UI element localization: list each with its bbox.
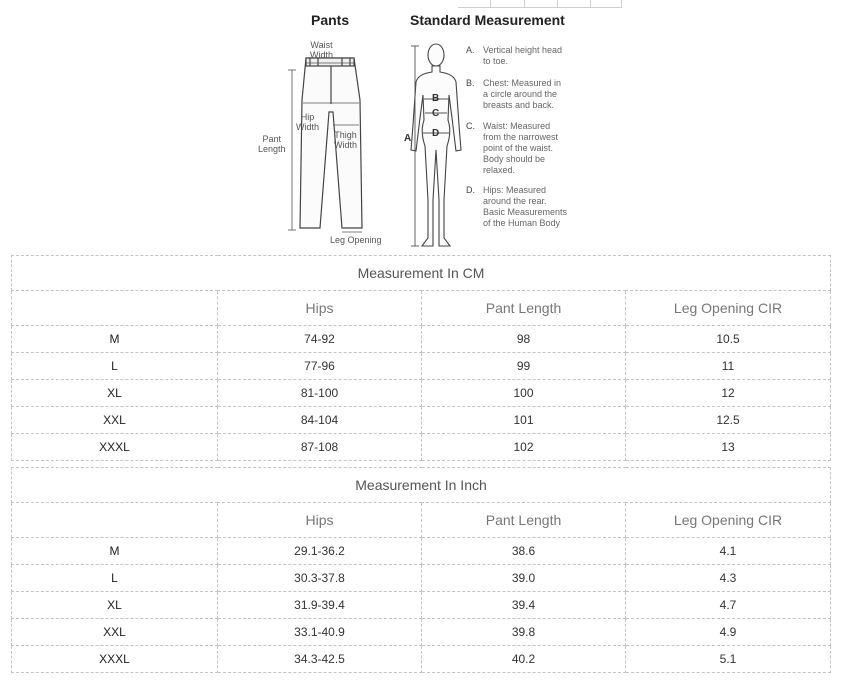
table-row <box>12 565 831 592</box>
leg-opening-cell: 11 <box>626 353 831 380</box>
marker-b: B <box>432 93 440 104</box>
hips-cell: 31.9-39.4 <box>218 592 422 619</box>
note-b <box>466 78 562 111</box>
header-cell: Pant Length <box>422 503 626 538</box>
table-row <box>12 353 831 380</box>
size-cell: L <box>12 353 218 380</box>
size-cell: M <box>12 538 218 565</box>
size-table-inch <box>11 467 831 673</box>
leg-opening-cell: 13 <box>626 434 831 461</box>
standard-measurement-title: Standard Measurement <box>410 12 565 28</box>
thigh-width-label: Thigh Width <box>334 130 358 150</box>
table-row <box>12 646 831 673</box>
leg-opening-cell: 4.7 <box>626 592 831 619</box>
leg-opening-cell: 4.9 <box>626 619 831 646</box>
header-cell <box>12 291 218 326</box>
header-cell: Pant Length <box>422 291 626 326</box>
hips-cell: 81-100 <box>218 380 422 407</box>
size-cell: XXXL <box>12 646 218 673</box>
header-grid-fragment <box>458 0 622 8</box>
note-c-text: Waist: Measured from the narrowest point of the waist. Body should be relaxed. <box>483 121 559 175</box>
table-header-row <box>12 503 831 538</box>
pant-length-label: Pant Length <box>258 134 286 154</box>
hips-cell: 84-104 <box>218 407 422 434</box>
size-table-cm <box>11 255 831 461</box>
leg-opening-cell: 4.3 <box>626 565 831 592</box>
size-cell: XXL <box>12 407 218 434</box>
hips-cell: 74-92 <box>218 326 422 353</box>
marker-a: A <box>404 133 412 144</box>
size-cell: XL <box>12 380 218 407</box>
note-c <box>466 121 559 176</box>
table-row <box>12 434 831 461</box>
waist-width-label: Waist Width <box>310 40 334 60</box>
size-cell: M <box>12 326 218 353</box>
header-cell: Hips <box>218 503 422 538</box>
table-row <box>12 326 831 353</box>
table-row <box>12 538 831 565</box>
header-cell <box>12 503 218 538</box>
table-row <box>12 380 831 407</box>
table-row <box>12 407 831 434</box>
leg-opening-cell: 12.5 <box>626 407 831 434</box>
human-figure-icon <box>411 44 461 246</box>
header-cell: Leg Opening CIR <box>626 503 831 538</box>
size-cell: L <box>12 565 218 592</box>
pants-title: Pants <box>311 12 350 28</box>
hips-cell: 34.3-42.5 <box>218 646 422 673</box>
table-caption: Measurement In CM <box>12 256 831 291</box>
size-cell: XL <box>12 592 218 619</box>
hips-cell: 29.1-36.2 <box>218 538 422 565</box>
hips-cell: 30.3-37.8 <box>218 565 422 592</box>
table-header-row <box>12 291 831 326</box>
note-d-text: Hips: Measured around the rear. Basic Measurements of the Human Body <box>483 185 568 228</box>
note-c-key: C. <box>466 121 475 131</box>
size-cell: XXL <box>12 619 218 646</box>
hips-cell: 33.1-40.9 <box>218 619 422 646</box>
leg-opening-cell: 12 <box>626 380 831 407</box>
leg-opening-cell: 4.1 <box>626 538 831 565</box>
note-b-text: Chest: Measured in a circle around the breasts and back. <box>483 78 562 110</box>
note-d <box>466 185 568 229</box>
header-cell: Leg Opening CIR <box>626 291 831 326</box>
leg-opening-cell: 5.1 <box>626 646 831 673</box>
hips-cell: 77-96 <box>218 353 422 380</box>
pant-length-cell: 98 <box>422 326 626 353</box>
marker-c: C <box>432 108 440 119</box>
note-d-key: D. <box>466 185 475 195</box>
hip-width-label: Hip Width <box>296 112 320 132</box>
note-b-key: B. <box>466 78 475 88</box>
pant-length-cell: 39.4 <box>422 592 626 619</box>
pant-length-cell: 100 <box>422 380 626 407</box>
size-guide-illustration <box>0 0 842 250</box>
note-a <box>466 45 563 67</box>
leg-opening-cell: 10.5 <box>626 326 831 353</box>
table-caption: Measurement In Inch <box>12 468 831 503</box>
pant-length-cell: 38.6 <box>422 538 626 565</box>
leg-opening-label: Leg Opening <box>330 235 382 245</box>
pant-length-cell: 40.2 <box>422 646 626 673</box>
table-row <box>12 619 831 646</box>
size-cell: XXXL <box>12 434 218 461</box>
pant-length-cell: 39.8 <box>422 619 626 646</box>
hips-cell: 87-108 <box>218 434 422 461</box>
header-cell: Hips <box>218 291 422 326</box>
note-a-key: A. <box>466 45 475 55</box>
pant-length-cell: 101 <box>422 407 626 434</box>
table-row <box>12 592 831 619</box>
note-a-text: Vertical height head to toe. <box>483 45 563 66</box>
pant-length-cell: 39.0 <box>422 565 626 592</box>
pant-length-cell: 102 <box>422 434 626 461</box>
marker-d: D <box>432 128 440 139</box>
pant-length-cell: 99 <box>422 353 626 380</box>
size-guide-drawing <box>0 0 842 250</box>
